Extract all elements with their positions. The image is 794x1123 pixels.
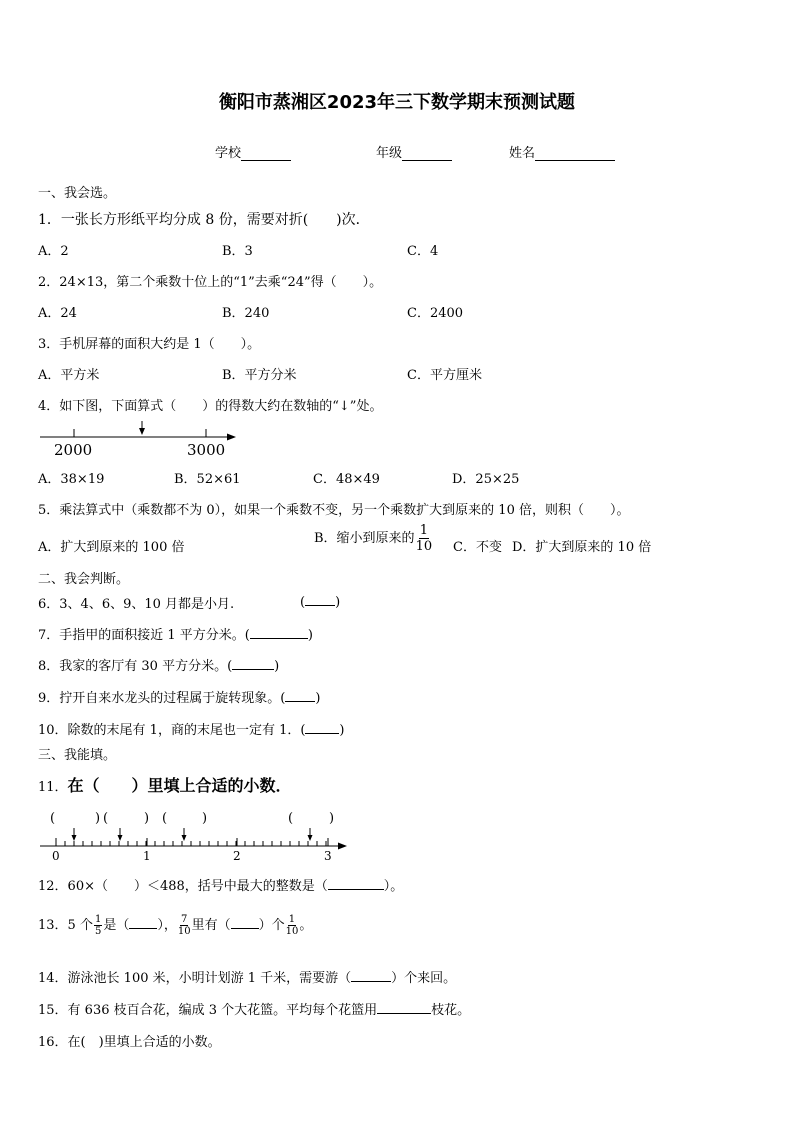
fraction-seven-tenths: $\frac{7}{10}$ xyxy=(177,914,191,937)
number-line-arrowhead xyxy=(338,843,347,850)
grade-label: 年级 xyxy=(376,146,403,161)
fraction-one-fifth: $\frac{1}{5}$ xyxy=(94,914,102,937)
question-14: 14．游泳池长 100 米，小明计划游 1 千米，需要游（ ）个来回。 xyxy=(38,971,457,986)
question-4: 4．如下图，下面算式（ ）的得数大约在数轴的“↓”处。 xyxy=(38,399,383,414)
down-arrow-head-icon xyxy=(139,428,145,435)
tick-label-2: 2 xyxy=(233,849,241,863)
q3-option-b[interactable]: B．平方分米 xyxy=(222,368,297,383)
question-5: 5．乘法算式中（乘数都不为 0），如果一个乘数不变，另一个乘数扩大到原来的 10 倍，则积（ ）。 xyxy=(38,503,630,518)
q9-answer-blank[interactable] xyxy=(285,689,315,702)
q6-answer-blank[interactable]: ( ) xyxy=(300,595,341,610)
svg-text:): ) xyxy=(144,811,150,826)
svg-text:(: ( xyxy=(288,811,294,826)
q14-answer-blank[interactable] xyxy=(351,969,391,982)
question-16: 16．在( )里填上合适的小数。 xyxy=(38,1035,221,1050)
school-blank[interactable] xyxy=(241,146,291,161)
question-15: 15．有 636 枝百合花，编成 3 个大花篮。平均每个花篮用 枝花。 xyxy=(38,1003,471,1018)
name-blank[interactable] xyxy=(535,146,615,161)
section-heading: 一、我会选。 xyxy=(38,186,117,201)
q5-option-b[interactable] xyxy=(314,523,433,554)
q1-option-b[interactable]: B．3 xyxy=(222,244,253,259)
question-6: 6．3、4、6、9、10 月都是小月. xyxy=(38,597,235,612)
svg-text:(: ( xyxy=(103,811,109,826)
question-1: 1．一张长方形纸平均分成 8 份，需要对折( )次． xyxy=(38,212,370,228)
q13-answer-blank-2[interactable] xyxy=(231,916,259,929)
name-label: 姓名 xyxy=(509,146,536,161)
q5-option-a[interactable]: A．扩大到原来的 100 倍 xyxy=(38,540,185,555)
question-8: 8．我家的客厅有 30 平方分米。( ) xyxy=(38,659,280,674)
number-line-major-ticks xyxy=(56,838,328,846)
q10-answer-blank[interactable] xyxy=(305,721,339,734)
q7-answer-blank[interactable] xyxy=(250,626,308,639)
down-arrows xyxy=(74,828,310,838)
school-label: 学校 xyxy=(215,146,242,161)
question-2: 2．24×13，第二个乘数十位上的“1”去乘“24”得（ ）。 xyxy=(38,275,383,290)
svg-text:): ) xyxy=(95,811,101,826)
q8-answer-blank[interactable] xyxy=(232,657,274,670)
svg-text:(: ( xyxy=(162,811,168,826)
fraction-one-tenth: $\frac{1}{10}$ xyxy=(415,523,433,554)
section-heading: 二、我会判断。 xyxy=(38,572,130,587)
question-7: 7．手指甲的面积接近 1 平方分米。( ) xyxy=(38,628,313,643)
axis-arrowhead xyxy=(227,434,236,441)
page-title: 衡阳市蒸湘区2023年三下数学期末预测试题 xyxy=(218,92,576,113)
decimal-number-line xyxy=(38,808,353,864)
grade-blank[interactable] xyxy=(402,146,452,161)
axis-label-2000: 2000 xyxy=(54,441,93,459)
section-heading: 三、我能填。 xyxy=(38,748,117,763)
q4-option-a[interactable]: A．38×19 xyxy=(38,472,105,487)
number-line-ticks xyxy=(56,841,326,846)
school-field[interactable] xyxy=(215,142,291,161)
svg-text:): ) xyxy=(329,811,335,826)
tick-label-0: 0 xyxy=(52,849,60,863)
q4-option-b[interactable]: B．52×61 xyxy=(174,472,241,487)
q5-option-b-text: B．缩小到原来的 xyxy=(314,531,415,546)
question-13: 13．5 个 $\frac{1}{5}$ 是（ ）， $\frac{7}{10}$ 里有（ ）个 $\frac{1}{10}$ 。 xyxy=(38,914,313,937)
svg-text:(: ( xyxy=(50,811,56,826)
q1-option-a[interactable]: A．2 xyxy=(38,244,69,259)
q1-option-c[interactable]: C．4 xyxy=(407,244,439,259)
question-10: 10．除数的末尾有 1，商的末尾也一定有 1．( ) xyxy=(38,723,345,738)
svg-text:): ) xyxy=(202,811,208,826)
tick-label-3: 3 xyxy=(324,849,332,863)
q5-option-c[interactable]: C．不变 xyxy=(453,540,502,555)
answer-parentheses xyxy=(50,811,334,826)
q15-answer-blank[interactable] xyxy=(377,1001,431,1014)
name-field[interactable] xyxy=(509,142,615,161)
axis-label-3000: 3000 xyxy=(187,441,226,459)
q2-option-b[interactable]: B．240 xyxy=(222,306,270,321)
q3-option-c[interactable]: C．平方厘米 xyxy=(407,368,482,383)
tick-label-1: 1 xyxy=(143,849,151,863)
number-axis-figure xyxy=(38,418,238,460)
q5-option-d[interactable]: D．扩大到原来的 10 倍 xyxy=(512,540,652,555)
q4-option-d[interactable]: D．25×25 xyxy=(452,472,520,487)
question-12: 12．60×（ ）＜488，括号中最大的整数是（ ）。 xyxy=(38,879,404,894)
question-3: 3．手机屏幕的面积大约是 1（ ）。 xyxy=(38,337,261,352)
q13-answer-blank-1[interactable] xyxy=(129,916,157,929)
q4-option-c[interactable]: C．48×49 xyxy=(313,472,380,487)
question-9: 9．拧开自来水龙头的过程属于旋转现象。( ) xyxy=(38,691,321,706)
grade-field[interactable] xyxy=(376,142,452,161)
q2-option-c[interactable]: C．2400 xyxy=(407,306,464,321)
q12-answer-blank[interactable] xyxy=(328,877,384,890)
fraction-one-tenth: $\frac{1}{10}$ xyxy=(285,914,299,937)
q2-option-a[interactable]: A．24 xyxy=(38,306,77,321)
question-11: 11．在（ ）里填上合适的小数． xyxy=(38,776,292,795)
down-arrow-icon xyxy=(72,835,313,841)
q3-option-a[interactable]: A．平方米 xyxy=(38,368,100,383)
